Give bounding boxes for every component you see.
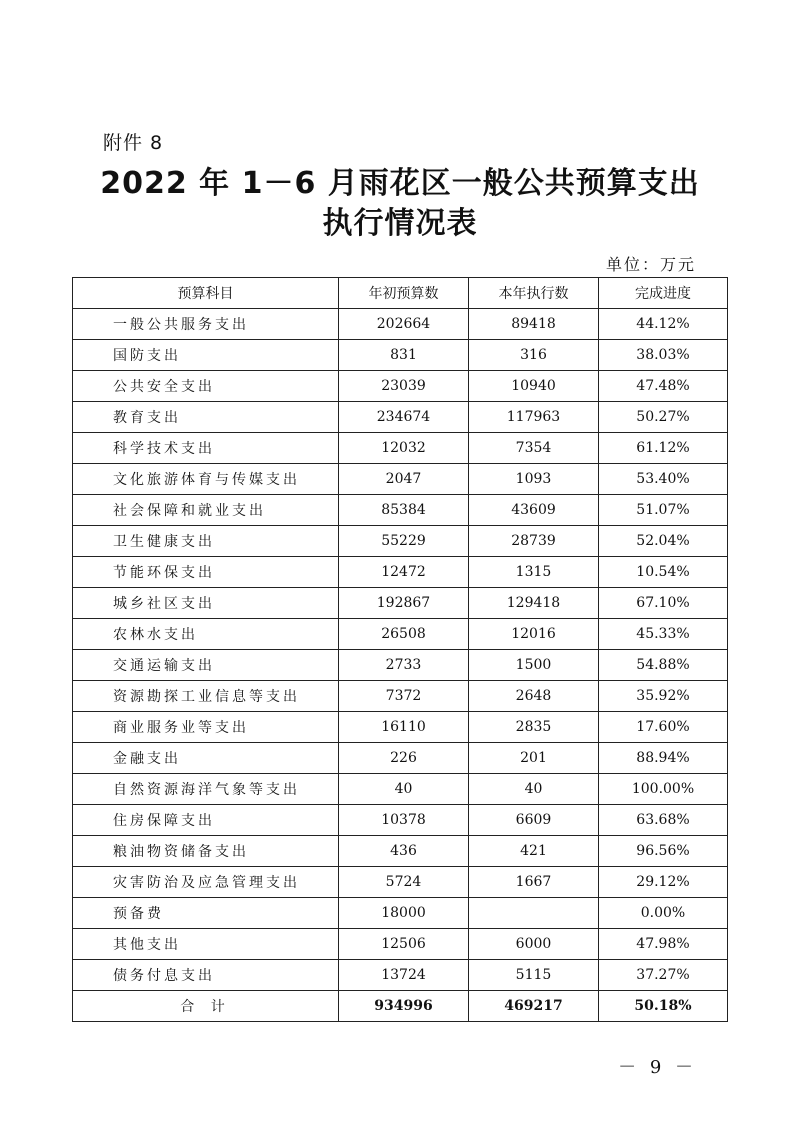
table-row [73,898,728,929]
row-progress: 52.04% [599,526,728,557]
unit-label: 单位：万元 [605,255,696,274]
row-progress: 0.00% [599,898,728,929]
row-progress: 17.60% [599,712,728,743]
row-subject: 城乡社区支出 [73,588,339,619]
row-progress: 54.88% [599,650,728,681]
row-progress: 61.12% [599,433,728,464]
row-subject: 科学技术支出 [73,433,339,464]
row-subject: 社会保障和就业支出 [73,495,339,526]
row-subject: 债务付息支出 [73,960,339,991]
row-subject: 住房保障支出 [73,805,339,836]
row-actual: 10940 [469,371,599,402]
row-budget: 192867 [339,588,469,619]
row-progress: 47.98% [599,929,728,960]
row-budget: 2047 [339,464,469,495]
row-subject: 一般公共服务支出 [73,309,339,340]
table-row [73,340,728,371]
row-actual: 12016 [469,619,599,650]
row-actual: 28739 [469,526,599,557]
row-budget: 85384 [339,495,469,526]
row-progress: 88.94% [599,743,728,774]
row-actual: 421 [469,836,599,867]
row-progress: 53.40% [599,464,728,495]
row-subject: 教育支出 [73,402,339,433]
row-subject: 公共安全支出 [73,371,339,402]
row-actual: 1500 [469,650,599,681]
row-actual: 40 [469,774,599,805]
row-actual: 2648 [469,681,599,712]
table-row [73,836,728,867]
total-label: 合 计 [73,991,339,1022]
row-actual: 201 [469,743,599,774]
total-actual: 469217 [469,991,599,1022]
header-actual: 本年执行数 [469,278,599,309]
row-subject: 商业服务业等支出 [73,712,339,743]
table-row [73,433,728,464]
page-title-line2: 执行情况表 [322,206,478,241]
row-actual [469,898,599,929]
row-budget: 7372 [339,681,469,712]
table-row [73,557,728,588]
row-budget: 436 [339,836,469,867]
row-actual: 1093 [469,464,599,495]
row-budget: 12472 [339,557,469,588]
table-body [73,309,728,991]
row-subject: 国防支出 [73,340,339,371]
row-progress: 45.33% [599,619,728,650]
table-footer [73,991,728,1022]
row-actual: 117963 [469,402,599,433]
row-budget: 23039 [339,371,469,402]
header-subject: 预算科目 [73,278,339,309]
table-row [73,309,728,340]
page-title: 2022 年 1－6 月雨花区一般公共预算支出 [100,166,700,201]
table-row [73,464,728,495]
row-subject: 文化旅游体育与传媒支出 [73,464,339,495]
table-row [73,774,728,805]
table-row [73,371,728,402]
row-progress: 51.07% [599,495,728,526]
row-subject: 金融支出 [73,743,339,774]
row-subject: 自然资源海洋气象等支出 [73,774,339,805]
row-budget: 202664 [339,309,469,340]
table-row [73,526,728,557]
row-budget: 234674 [339,402,469,433]
table-row [73,402,728,433]
row-progress: 100.00% [599,774,728,805]
table-row [73,960,728,991]
total-row [73,991,728,1022]
row-subject: 粮油物资储备支出 [73,836,339,867]
row-subject: 预备费 [73,898,339,929]
row-budget: 13724 [339,960,469,991]
row-subject: 其他支出 [73,929,339,960]
table-row [73,805,728,836]
row-progress: 10.54% [599,557,728,588]
row-budget: 226 [339,743,469,774]
row-progress: 38.03% [599,340,728,371]
row-budget: 2733 [339,650,469,681]
page-number: － 9 － [618,1057,697,1078]
row-budget: 26508 [339,619,469,650]
row-actual: 129418 [469,588,599,619]
row-progress: 35.92% [599,681,728,712]
row-actual: 1315 [469,557,599,588]
row-actual: 6609 [469,805,599,836]
header-row [73,278,728,309]
table-row [73,929,728,960]
table-row [73,588,728,619]
row-subject: 交通运输支出 [73,650,339,681]
table-row [73,681,728,712]
row-subject: 卫生健康支出 [73,526,339,557]
row-actual: 7354 [469,433,599,464]
row-actual: 43609 [469,495,599,526]
row-subject: 资源勘探工业信息等支出 [73,681,339,712]
total-progress: 50.18% [599,991,728,1022]
row-subject: 农林水支出 [73,619,339,650]
budget-table [72,277,728,1022]
row-actual: 2835 [469,712,599,743]
row-progress: 44.12% [599,309,728,340]
row-subject: 灾害防治及应急管理支出 [73,867,339,898]
row-progress: 67.10% [599,588,728,619]
table-row [73,619,728,650]
row-actual: 6000 [469,929,599,960]
row-subject: 节能环保支出 [73,557,339,588]
header-budget: 年初预算数 [339,278,469,309]
row-budget: 40 [339,774,469,805]
row-budget: 55229 [339,526,469,557]
row-actual: 89418 [469,309,599,340]
header-progress: 完成进度 [599,278,728,309]
row-actual: 1667 [469,867,599,898]
row-progress: 63.68% [599,805,728,836]
row-progress: 50.27% [599,402,728,433]
row-progress: 29.12% [599,867,728,898]
row-budget: 18000 [339,898,469,929]
row-actual: 5115 [469,960,599,991]
row-budget: 16110 [339,712,469,743]
row-progress: 96.56% [599,836,728,867]
row-progress: 37.27% [599,960,728,991]
row-budget: 5724 [339,867,469,898]
table-row [73,650,728,681]
row-budget: 12506 [339,929,469,960]
table-row [73,495,728,526]
total-budget: 934996 [339,991,469,1022]
row-progress: 47.48% [599,371,728,402]
row-budget: 12032 [339,433,469,464]
table-header [73,278,728,309]
row-budget: 831 [339,340,469,371]
table-row [73,712,728,743]
attachment-label: 附件 8 [103,132,164,154]
row-budget: 10378 [339,805,469,836]
row-actual: 316 [469,340,599,371]
table-row [73,743,728,774]
table-row [73,867,728,898]
